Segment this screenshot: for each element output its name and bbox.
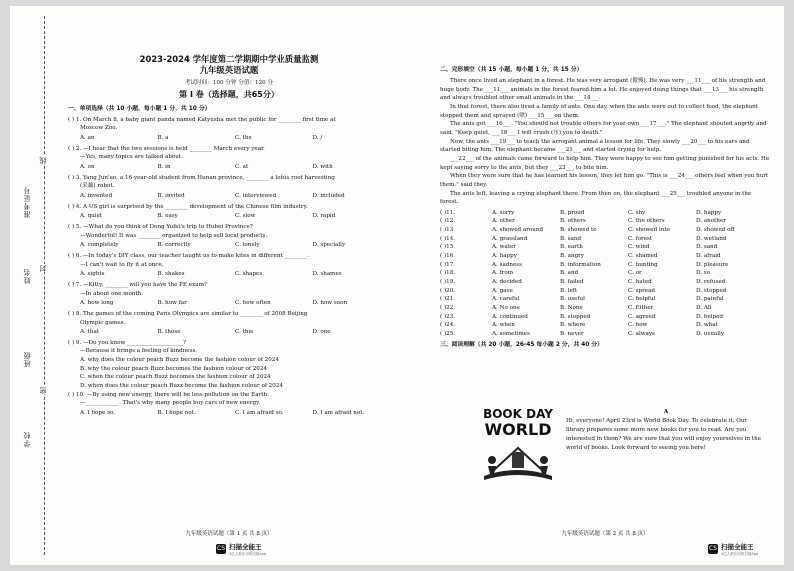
choice-row [440,243,770,252]
cloze-paragraph: ___22___ of the animals came forward to help him. They were happy to see him getting punished for his acts. He kept saying sorry to the ants, but they ___23___ to bite him. [440,155,770,171]
option[interactable]: A. quiet [80,213,103,220]
scanner-watermark-1 [216,542,266,557]
part-heading: 第 Ⅰ 卷（选择题，共65分） [179,90,279,100]
option[interactable]: C. shy [628,209,646,216]
section-2-heading: 二、完形填空（共 15 小题，每小题 1 分，共 15 分） [440,67,583,73]
option[interactable]: B. useful [560,296,585,303]
option[interactable]: A. careful [492,296,520,303]
option[interactable]: C. interviewed [235,192,277,199]
option[interactable]: A. completely [80,242,119,249]
option[interactable]: D. one [312,329,331,336]
question-10-cont: —____________. That's why many people buy cars of new energy. [80,400,261,407]
choice-row [440,304,770,313]
option[interactable]: B. left [560,287,578,294]
scanner-sub: 3亿人都在用的扫描App [229,551,267,556]
option[interactable]: D. showed off [696,227,735,234]
option[interactable]: C. hated [628,279,652,286]
cloze-paragraph: There once lived an elephant in a forest. He was very arrogant (傲慢). He was very ___11___ of his strength and huge body. The ___11___ animals in the forest feared him a lot. He enjoyed doing things that ___13___ his strength and always troubled other small animals in the ___14___. [440,77,766,102]
choice-num: ( )20. [440,287,456,294]
question-7-cont: —In about one month. [80,290,144,297]
scanner-watermark-2 [708,542,758,557]
choice-row [440,235,770,244]
option[interactable]: D. afraid [696,253,721,260]
option[interactable]: D. rapid [312,213,336,220]
question-1-options [80,134,390,143]
scanner-icon: CS [217,545,225,553]
option[interactable]: D. so [696,270,711,277]
choice-num: ( )18. [440,270,456,277]
choice-row [440,209,770,218]
question-3-cont: (采藕) robot. [80,183,115,190]
option[interactable]: C. at [235,164,249,170]
option[interactable]: B. proud [560,209,585,216]
cloze-paragraph: In that forest, there also lived a family of ants. One day, when the ants were out to collect food, the elephant stopped them and sprayed (喷) ___15___ on them. [440,103,759,119]
option[interactable]: C. showed into [628,227,670,234]
option[interactable]: D. sand [696,244,718,251]
option[interactable]: B. failed [560,279,584,286]
question-5-cont: —Wonderful! It was ________ organized to help sell local products. [80,232,268,239]
question-9: ( ) 9. —Do you know ____________________? [68,339,187,346]
option[interactable]: C. or [628,270,642,277]
option[interactable]: A. why does the colour peach Buzz become the fashion colour of 2024 [80,357,279,364]
option[interactable]: B. those [157,329,181,336]
option[interactable]: C. helpful [628,296,656,303]
cloze-passage [440,77,770,207]
question-1: ( ) 1. On March 8, a baby giant panda named Katyusha met the public for ________ first time at [68,116,336,123]
page-2-footer: 九年级英语试题（第 2 页 共 8 页） [561,531,649,538]
option[interactable]: D. painful [696,296,724,303]
exam-sheet [10,6,784,565]
option[interactable]: C. hunting [628,261,658,268]
binding-line [44,16,45,555]
option[interactable]: B. I hope not. [157,410,196,417]
option[interactable]: A. grassland [492,235,528,242]
option[interactable]: A. from [492,270,514,277]
option[interactable]: D. pleasure [696,261,729,268]
scanner-name: 扫描全能王 [721,542,754,551]
scanner-icon: CS [709,545,717,553]
choice-row [440,217,770,226]
exam-subtitle: 九年级英语试题 [199,65,259,76]
question-7: ( ) 7. —Kitty, ________ will you have the PE exam? [68,281,207,288]
scanner-sub: 3亿人都在用的扫描App [721,551,759,556]
option[interactable]: C. I am afraid so. [235,410,284,417]
choice-num: ( )16. [440,253,456,260]
question-4: ( ) 4. A US girl is surprised by the ________ development of the Chinese film industry. [68,203,308,210]
option[interactable]: C. shapes [235,271,263,278]
choice-row [440,321,770,330]
scanner-name: 扫描全能王 [229,542,262,551]
option[interactable]: D. wetland [696,235,727,242]
choice-num: ( )15. [440,244,456,251]
option[interactable]: C. slow [235,213,256,220]
option[interactable]: C. spread [628,287,655,294]
option[interactable]: D. usually [696,331,724,338]
option[interactable]: A. invented [80,192,113,199]
option[interactable]: B. stopped [560,313,591,320]
question-2-options [80,163,390,172]
option[interactable]: B. others [560,218,586,225]
option[interactable]: D. with [312,164,333,170]
bookday-line2: WORLD [484,420,552,439]
exam-title: 2023-2024 学年度第二学期期中学业质量监测 [139,54,319,64]
option[interactable]: B. angry [560,253,585,260]
passage-text: Hi, everyone! April 23rd is World Book Day. To celebrate it, Our library prepares some more new books for you to read. Are you interested in them? We are sure that you will enjoy yourselves in the world of books. Look forward to seeing you here! [566,417,762,451]
option[interactable]: D. / [312,135,323,142]
option[interactable]: A. water [492,244,516,251]
page-1-footer: 九年级英语试题（第 1 页 共 8 页） [185,531,273,538]
question-6: ( ) 6. —In today's DIY class, our teacher taught us to make kites in different ________. [68,252,309,259]
option[interactable]: C. Either [628,305,654,312]
option[interactable]: B. never [560,331,584,338]
question-9-cont: —Because it brings a feeling of kindness. [80,348,198,355]
question-6-options [80,270,390,279]
option[interactable]: A. other [492,218,515,225]
choice-num: ( )19. [440,279,456,286]
option[interactable]: A. sorry [492,209,515,216]
cloze-paragraph: When they were sure that he has learned his lesson, they let him go. "This is ___24___ others feel when you hurt them." said they. [440,173,769,188]
option[interactable]: A. that [80,329,100,336]
option[interactable]: A. on [80,164,95,170]
question-3: ( ) 3. Yang Jun'ao, a 16-year-old student from Hunan province, ________ a lotus root harvesting [68,174,335,181]
binding-label-class: 班级 [23,351,31,367]
choice-num: ( )17. [440,261,456,268]
option[interactable]: D. happy [696,209,722,216]
option[interactable]: C. how often [235,300,271,307]
option[interactable]: B. in [157,164,171,170]
binding-label-name: 姓名 [23,268,31,284]
option[interactable]: C. always [628,331,655,338]
option[interactable]: C. wind [628,244,650,251]
option[interactable]: B. earth [560,244,583,251]
question-2-cont: —Yes, many topics are talked about. [80,154,183,161]
option[interactable]: C. how [628,322,648,329]
option[interactable]: D. helped [696,313,724,320]
option[interactable]: C. lonely [235,242,260,249]
choice-row [440,252,770,261]
option[interactable]: B. where [560,322,586,329]
option[interactable]: D. stopped [696,287,727,294]
choice-num: ( )14. [440,235,456,242]
option[interactable]: B. a [157,135,169,142]
choice-row [440,278,770,287]
option[interactable]: A. how long [80,300,114,307]
cloze-choices [440,209,770,339]
cloze-paragraph: The ants got ___16___. "You should not trouble others for your own ___17___." The elephant shouted angrily and said, "Keep quiet, ___18___ I will crush (压) you to death." [440,121,767,136]
option[interactable]: A. I hope so. [80,410,116,417]
question-3-options [80,192,390,201]
option[interactable]: C. forest [628,235,653,242]
option[interactable]: B. correctly [157,242,191,249]
cloze-paragraph: Now, the ants ___19___ to teach the arrogant animal a lesson for life. They slowly ___20___ to his ears and started biting him. The elephant became ___21___ and started crying for help. [440,138,750,154]
option[interactable]: D. I am afraid not. [312,410,365,417]
option[interactable]: B. shakes [157,271,185,278]
option[interactable]: B. None [560,305,583,312]
option[interactable]: A. when [492,322,515,329]
book-day-art [474,404,562,484]
option[interactable]: D. another [696,218,726,225]
binding-strip [10,6,60,565]
exam-meta: 考试时间：100 分钟 分值：120 分 [184,79,274,86]
question-8-cont: Olympic games. [80,319,126,326]
question-10-options [80,409,390,418]
reading-passage-a [566,408,766,453]
binding-label-school: 学校 [23,431,31,447]
option[interactable]: D. specially [312,242,346,249]
option[interactable]: B. showed to [560,227,597,234]
question-8-options [80,328,390,337]
choice-row [440,313,770,322]
question-5: ( ) 5. —What do you think of Dong Yufei's trip to Hubei Province? [68,223,253,230]
section-1-heading: 一、单项选择（共 10 小题，每小题 1 分，共 10 分） [68,105,211,112]
binding-mark-secret: 密 [39,386,47,394]
option[interactable]: C. the [235,135,252,142]
choice-row [440,269,770,278]
option[interactable]: D. included [312,192,345,199]
cloze-paragraph: The ants left, leaving a crying elephant there. From then on, the elephant ___25___ troubled anyone in the forest. [440,190,752,206]
option[interactable]: B. invited [157,192,185,199]
choice-num: ( )25. [440,331,456,338]
option[interactable]: C. agreed [628,313,656,320]
page-2 [440,6,770,565]
option[interactable]: A. gave [492,287,513,294]
option[interactable]: B. sand [560,235,582,242]
option[interactable]: D. shames [312,271,342,278]
question-10: ( ) 10. —By using new energy, there will be less pollution on the Earth. [68,391,269,398]
bookday-line1: BOOK DAY [483,407,553,421]
option[interactable]: B. easy [157,213,178,220]
world-book-day-illustration [474,404,562,484]
option[interactable]: A. sometimes [492,331,530,338]
question-4-options [80,212,390,221]
question-2: ( ) 2. —I hear that the two sessions is held ________ March every year. [68,145,265,152]
option[interactable]: D. All [696,305,712,312]
option[interactable]: D. what [696,322,718,329]
choice-row [440,261,770,270]
choice-num: ( )13. [440,227,456,234]
choice-row [440,295,770,304]
question-list [68,116,390,418]
choice-row [440,226,770,235]
choice-num: ( )23. [440,313,456,320]
choice-num: ( )22. [440,305,456,312]
option[interactable]: A. an [80,135,95,142]
section-3-heading: 三、阅读理解（共 20 小题，26-45 每小题 2 分，共 40 分） [440,341,603,348]
binding-label-exam-no: 准考证号 [23,186,31,218]
option[interactable]: B. why the colour peach Buzz becomes the fashion colour of 2024 [80,365,267,372]
question-1-cont: Moscow Zoo. [80,125,118,132]
option[interactable]: A. sadness [492,261,523,268]
passage-label: A [663,409,669,415]
choice-row [440,330,770,339]
option[interactable]: A. No one [492,305,520,312]
choice-num: ( )12. [440,218,456,225]
option[interactable]: C. this [235,329,254,336]
choice-num: ( )24. [440,322,456,329]
binding-mark-line: 线 [39,156,47,164]
page-1 [68,6,390,565]
option[interactable]: A. showed around [492,227,544,234]
choice-row [440,287,770,296]
question-5-options [80,241,390,250]
option[interactable]: B. information [560,261,601,268]
option[interactable]: D. when does the colour peach Buzz become the fashion colour of 2024 [80,383,283,390]
question-7-options [80,299,390,308]
option[interactable]: C. shamed [628,253,658,260]
option[interactable]: A. decided [492,279,522,286]
option[interactable]: B. how far [157,300,187,307]
binding-mark-seal: 封 [39,264,47,272]
option[interactable]: D. how soon [312,300,348,307]
option[interactable]: A. happy [492,253,517,260]
option[interactable]: B. and [560,270,579,277]
option[interactable]: A. sights [80,271,105,278]
choice-num: ( )11. [440,209,456,216]
option[interactable]: D. refused [696,279,726,286]
question-8: ( ) 8. The games of the coming Paris Olympics are similar to ________ of 2008 Beijing [68,310,308,317]
option[interactable]: C. the others [628,218,665,225]
option[interactable]: A. continued [492,313,528,320]
option[interactable]: C. when the colour peach Buzz becomes the fashion colour of 2024 [80,374,271,381]
question-6-cont: —I can't wait to fly it at once. [80,261,164,268]
choice-num: ( )21. [440,296,456,303]
